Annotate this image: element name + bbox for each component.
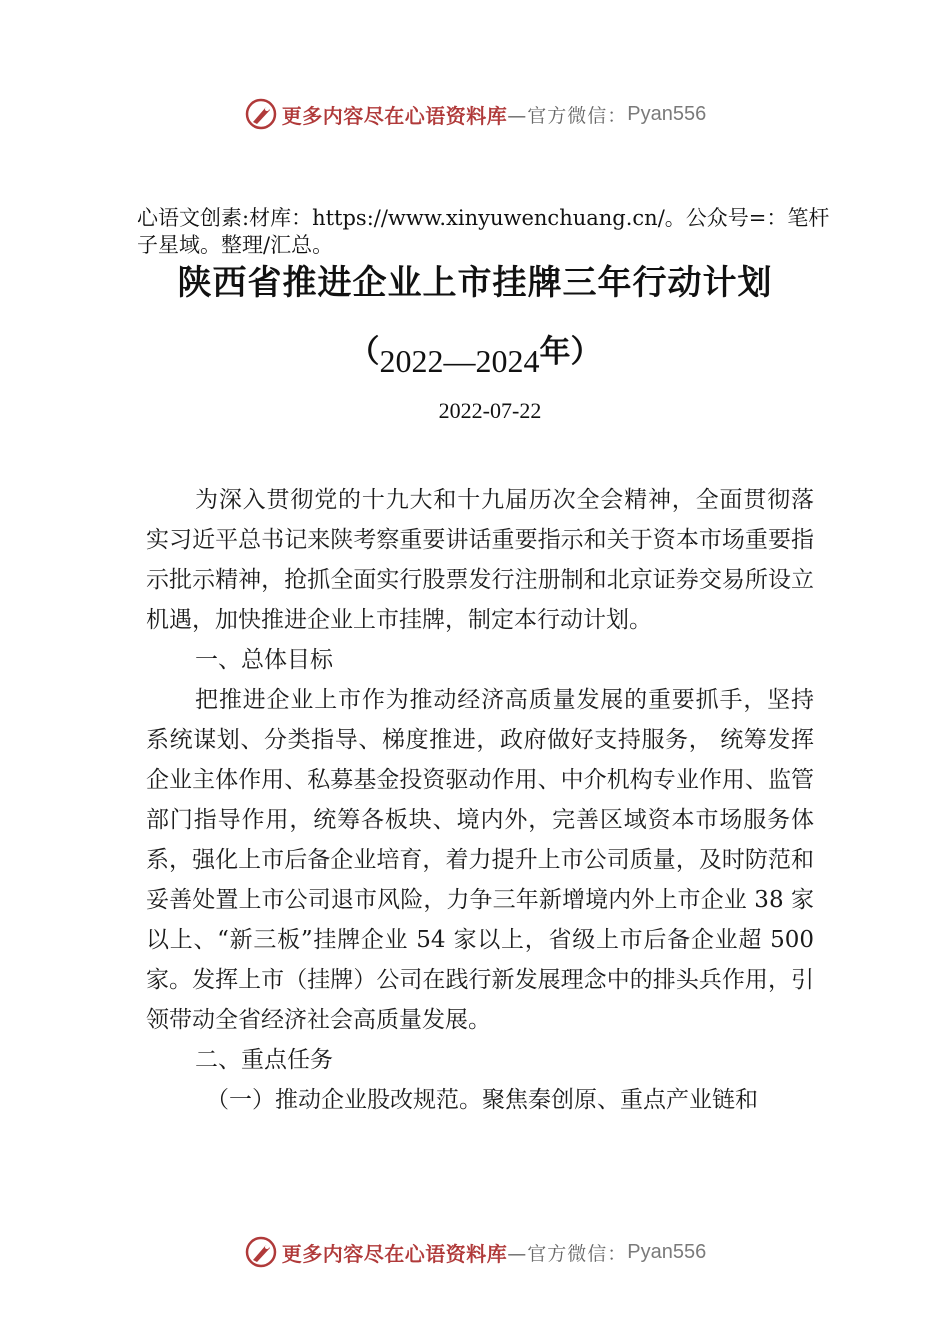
section-paragraph: 把推进企业上市作为推动经济高质量发展的重要抓手，坚持系统谋划、分类指导、梯度推进，政府做好支持服务， 统筹发挥企业主体作用、私募基金投资驱动作用、中介机构专业作用、监管部门指导作用，统筹各板块、境内外，完善区域资本市场服务体系，强化上市后备企业培育，着力提升上市公司质量，及时防范和妥善处置上市公司退市风险，力争三年新增境内外上市企业 38 家以上、“新三板”挂牌企业 54 家以上，省级上市后备企业超 500 家。发挥上市（挂牌）公司在践行新发展理念中的排头兵作用，引领带动全省经济社会高质量发展。 bbox=[146, 687, 814, 1033]
section-heading: 一、总体目标 bbox=[195, 647, 333, 673]
intro-paragraph: 为深入贯彻党的十九大和十九届历次全会精神，全面贯彻落实习近平总书记来陕考察重要讲话重要指示和关于资本市场重要指示批示精神，抢抓全面实行股票发行注册制和北京证券交易所设立机遇，加快推进企业上市挂牌，制定本行动计划。 bbox=[146, 487, 814, 633]
document-subtitle bbox=[0, 326, 950, 379]
source-line: 心语文创素:材库：https://www.xinyuwenchuang.cn/。公众号=：笔杆子星域。整理/汇总。 bbox=[137, 206, 830, 257]
banner-wechat-id: Pyan556 bbox=[627, 102, 707, 125]
pen-nib-logo-icon bbox=[244, 1235, 278, 1269]
banner-sub-text: —官方微信： bbox=[507, 1242, 628, 1265]
pen-nib-logo-icon bbox=[244, 97, 278, 131]
header-banner bbox=[0, 92, 950, 136]
document-date: 2022-07-22 bbox=[438, 398, 542, 423]
banner-main-text: 更多内容尽在心语资料库 bbox=[281, 1241, 508, 1266]
banner-main-text: 更多内容尽在心语资料库 bbox=[281, 103, 508, 128]
document-title: 陕西省推进企业上市挂牌三年行动计划 bbox=[177, 263, 773, 303]
section-heading: 二、重点任务 bbox=[195, 1047, 333, 1073]
banner-sub-text: —官方微信： bbox=[507, 104, 628, 127]
document-body bbox=[146, 480, 814, 1120]
banner-wechat-id: Pyan556 bbox=[627, 1240, 707, 1263]
subtitle-open: （ bbox=[348, 334, 380, 370]
subtitle-years: 2022—2024 bbox=[379, 343, 540, 379]
footer-banner bbox=[0, 1230, 950, 1274]
subtitle-close: 年） bbox=[539, 334, 602, 370]
task-item: （一）推动企业股改规范。聚焦秦创原、重点产业链和 bbox=[206, 1087, 758, 1113]
